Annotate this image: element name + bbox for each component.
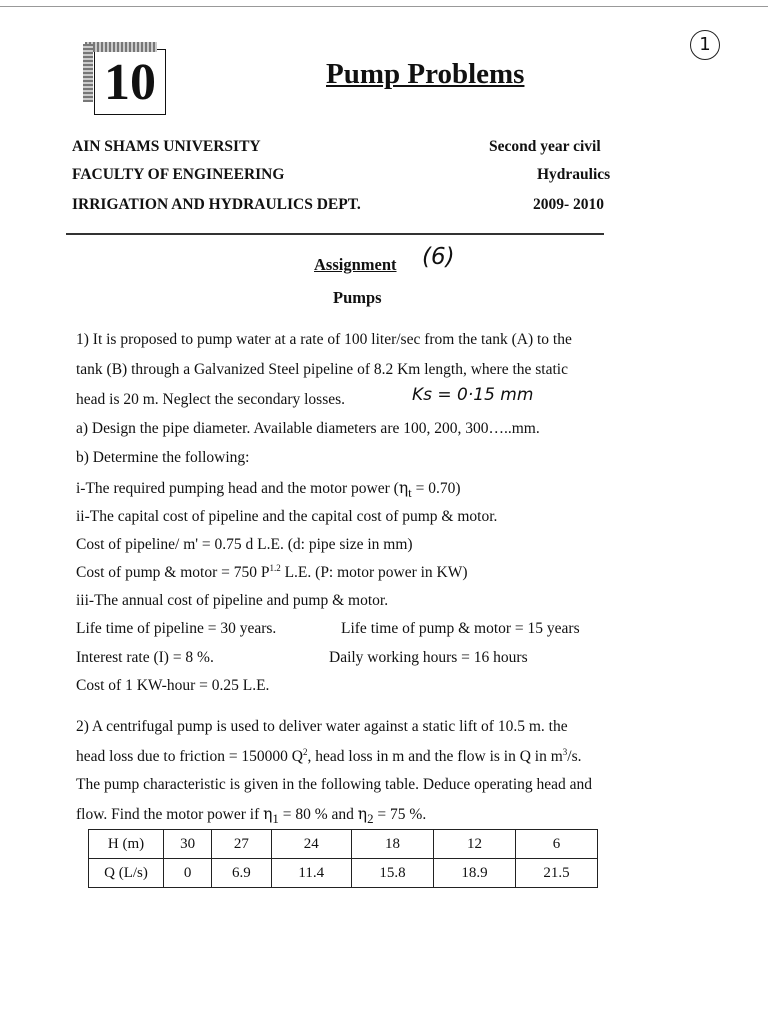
row-label-h: H (m) bbox=[89, 830, 164, 859]
year-label: Second year civil bbox=[489, 138, 601, 155]
life-pipeline: Life time of pipeline = 30 years. bbox=[76, 620, 277, 637]
problem1-line2: tank (B) through a Galvanized Steel pipeline of 8.2 Km length, where the static bbox=[76, 361, 568, 378]
table-cell: 6.9 bbox=[212, 859, 271, 888]
problem2-line4: flow. Find the motor power if $\eta_1 = 80$ % and $\eta_2 = 75$ %. bbox=[76, 805, 427, 827]
university-name: AIN SHAMS UNIVERSITY bbox=[72, 138, 261, 155]
assignment-subtitle: Pumps bbox=[333, 288, 382, 307]
table-cell: 18 bbox=[351, 830, 433, 859]
problem1-line3: head is 20 m. Neglect the secondary losses. bbox=[76, 391, 346, 408]
table-cell: 24 bbox=[271, 830, 351, 859]
page-edge bbox=[0, 6, 768, 7]
problem1-line1: 1) It is proposed to pump water at a rate of 100 liter/sec from the tank (A) to the bbox=[76, 331, 572, 348]
table-row-flow bbox=[89, 859, 598, 888]
table-cell: 18.9 bbox=[433, 859, 515, 888]
table-cell: 11.4 bbox=[271, 859, 351, 888]
table-cell: 12 bbox=[433, 830, 515, 859]
working-hours: Daily working hours = 16 hours bbox=[329, 649, 528, 666]
chapter-badge bbox=[94, 49, 166, 115]
table-cell: 6 bbox=[515, 830, 597, 859]
table-cell: 30 bbox=[164, 830, 212, 859]
cost-pipeline: Cost of pipeline/ m' = 0.75 d L.E. (d: pipe size in mm) bbox=[76, 536, 413, 553]
problem2-line1: 2) A centrifugal pump is used to deliver water against a static lift of 10.5 m. the bbox=[76, 718, 568, 735]
table-cell: 27 bbox=[212, 830, 271, 859]
life-pump: Life time of pump & motor = 15 years bbox=[341, 620, 580, 637]
assignment-number: (6) bbox=[422, 244, 455, 270]
interest-rate: Interest rate (I) = 8 %. bbox=[76, 649, 214, 666]
session-label: 2009- 2010 bbox=[533, 196, 605, 213]
department-name: IRRIGATION AND HYDRAULICS DEPT. bbox=[72, 196, 361, 213]
problem2-line3: The pump characteristic is given in the following table. Deduce operating head and bbox=[76, 776, 593, 793]
problem1-part-iii: iii-The annual cost of pipeline and pump & motor. bbox=[76, 592, 389, 609]
faculty-name: FACULTY OF ENGINEERING bbox=[72, 166, 285, 183]
course-label: Hydraulics bbox=[537, 166, 611, 183]
handwritten-ks: Ks = 0·15 mm bbox=[412, 385, 534, 405]
assignment-label: Assignment bbox=[314, 255, 397, 274]
chapter-number: 10 bbox=[104, 54, 156, 111]
cost-pump: Cost of pump & motor = 750 $P^{1.2}$ L.E. (P: motor power in KW) bbox=[76, 563, 468, 582]
pump-characteristic-table bbox=[88, 829, 598, 888]
problem2-line2: head loss due to friction = 150000 $Q^2$, head loss in m and the flow is in Q in $m^3/s$. bbox=[76, 747, 582, 766]
row-label-q: Q (L/s) bbox=[89, 859, 164, 888]
energy-cost: Cost of 1 KW-hour = 0.25 L.E. bbox=[76, 677, 270, 694]
table-row-head bbox=[89, 830, 598, 859]
header-divider bbox=[66, 233, 604, 235]
table-cell: 21.5 bbox=[515, 859, 597, 888]
page-number: 1 bbox=[690, 30, 720, 60]
problem1-part-a: a) Design the pipe diameter. Available diameters are 100, 200, 300…..mm. bbox=[76, 420, 540, 437]
table-cell: 15.8 bbox=[351, 859, 433, 888]
page-title: Pump Problems bbox=[326, 58, 525, 90]
problem1-part-ii: ii-The capital cost of pipeline and the capital cost of pump & motor. bbox=[76, 508, 498, 525]
table-cell: 0 bbox=[164, 859, 212, 888]
problem1-part-i: i-The required pumping head and the motor power $(\eta_t = 0.70)$ bbox=[76, 479, 461, 501]
problem1-part-b: b) Determine the following: bbox=[76, 449, 250, 466]
